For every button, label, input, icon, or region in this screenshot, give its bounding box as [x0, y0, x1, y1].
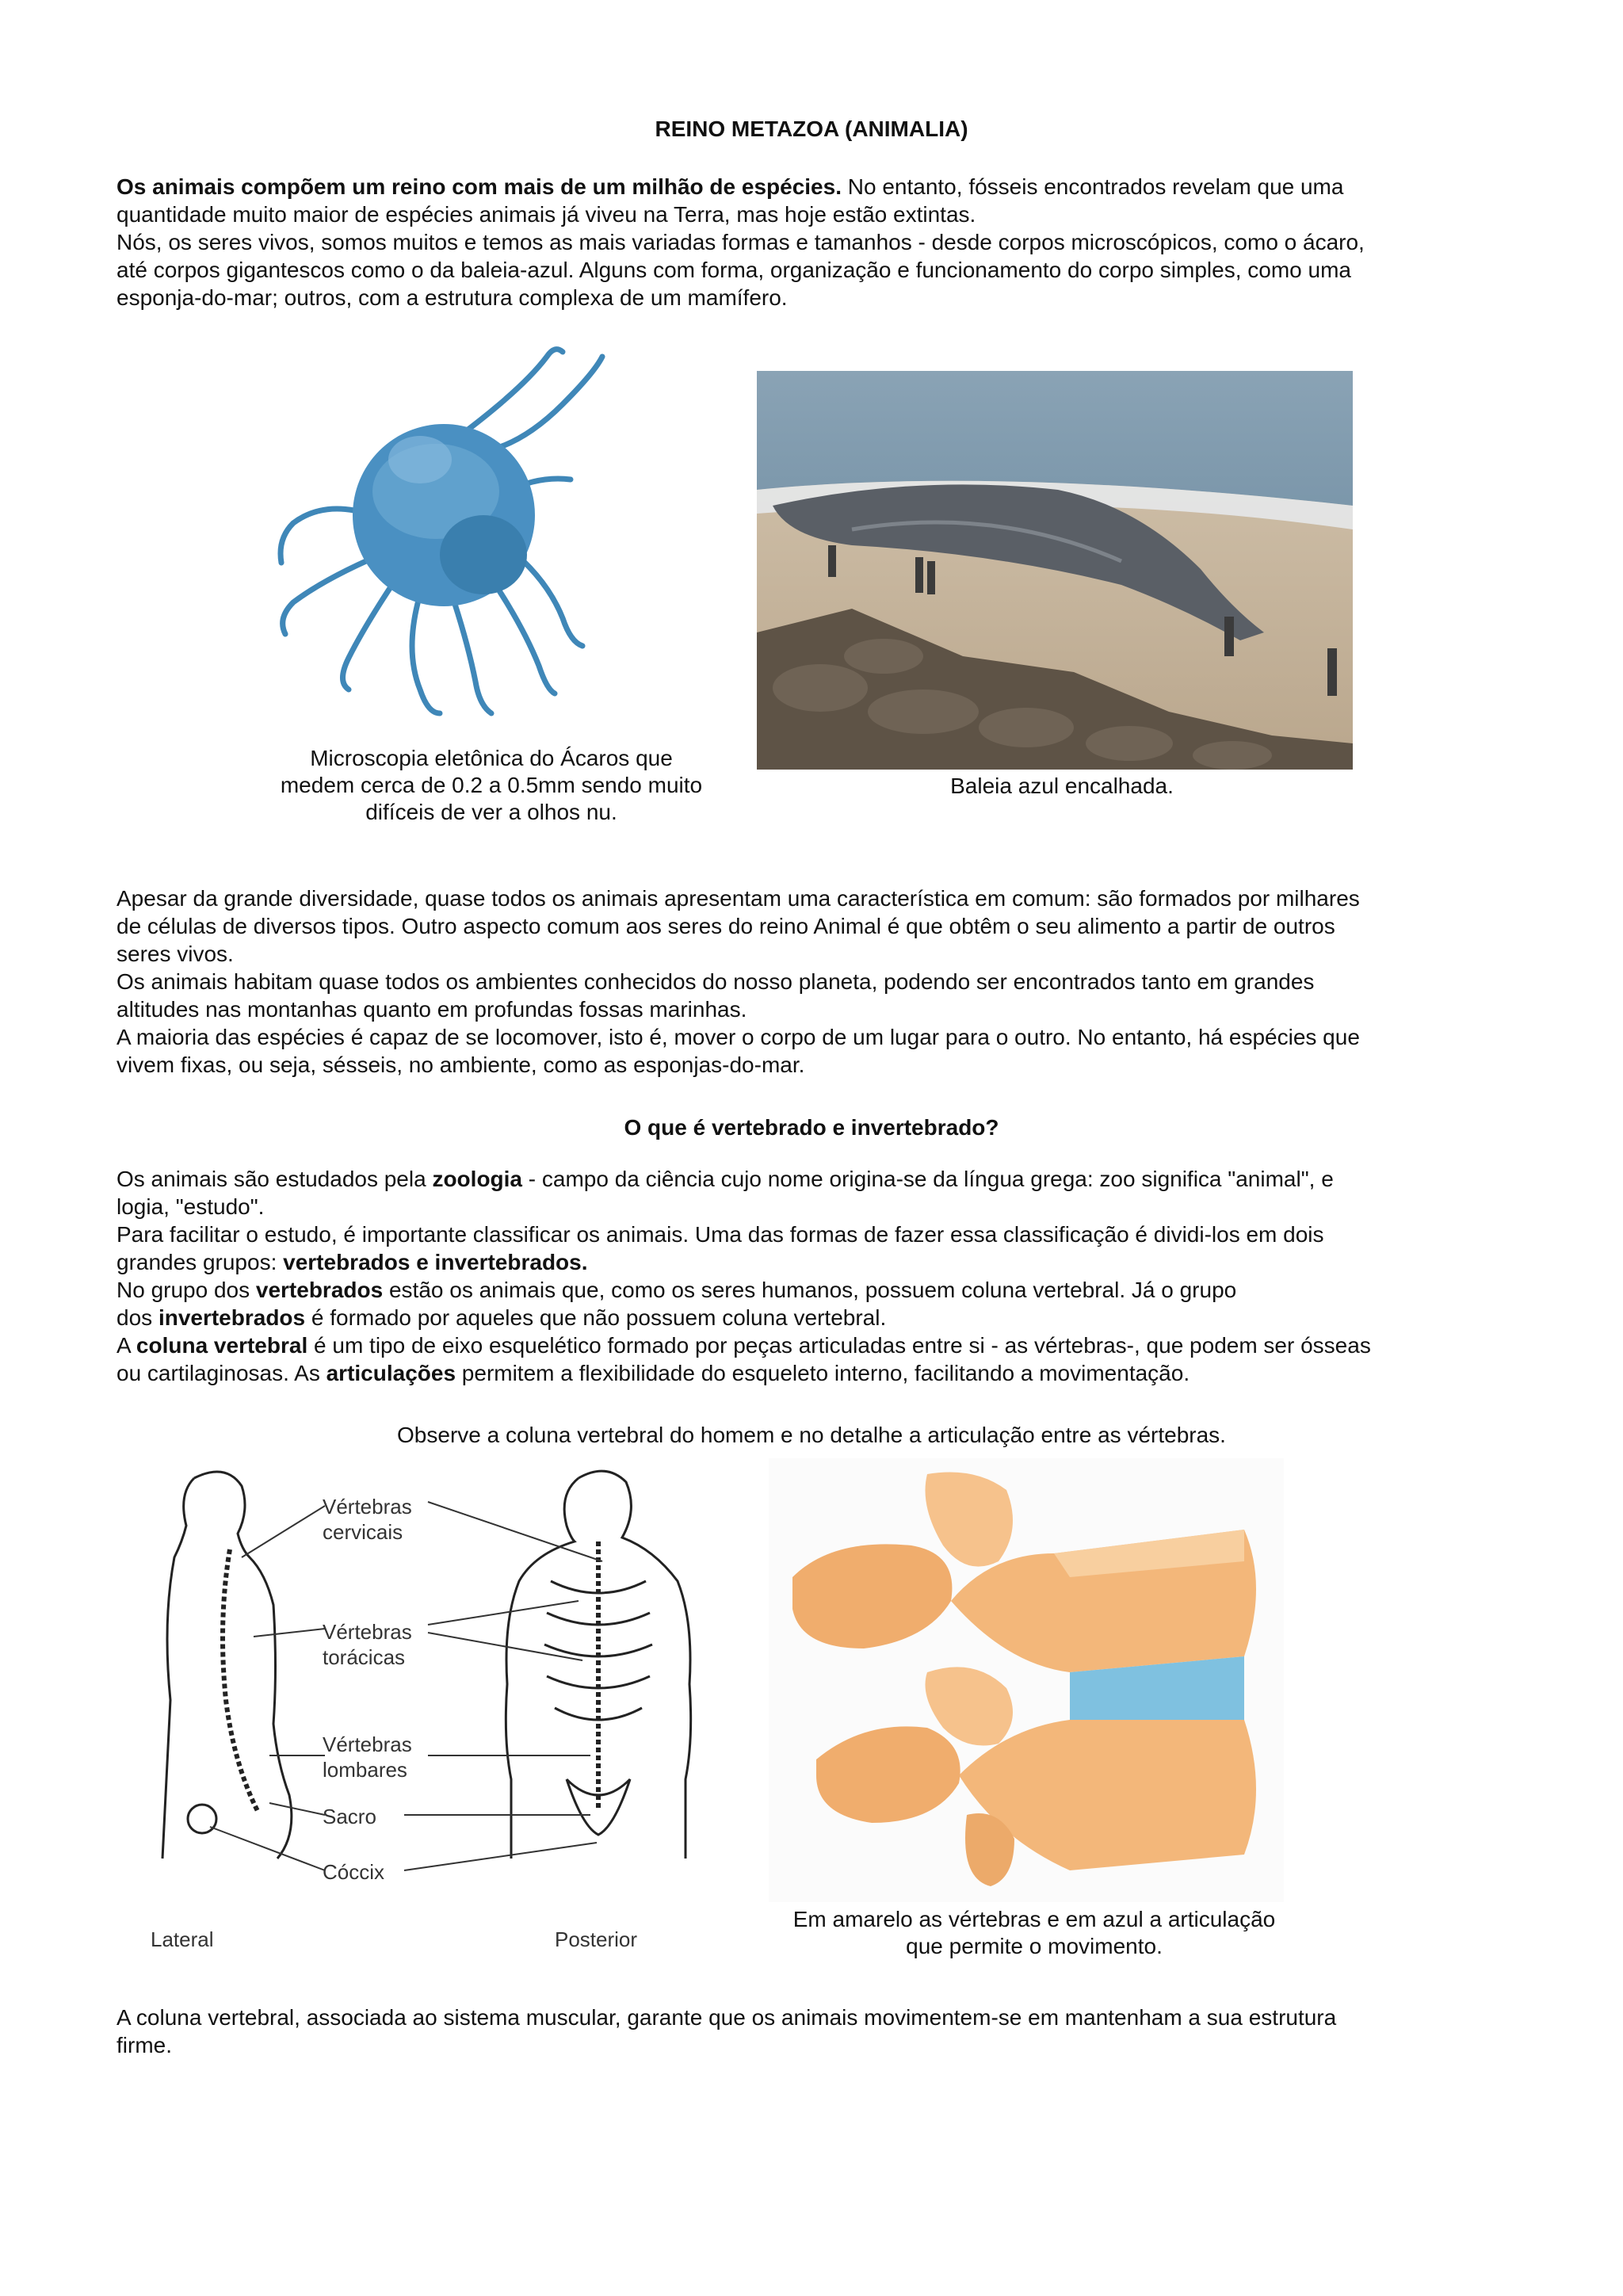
mite-image	[262, 341, 705, 737]
label-sacrum: Sacro	[323, 1805, 376, 1828]
label-cervical: Vértebras cervicais	[323, 1495, 412, 1544]
diversity-paragraph: Apesar da grande diversidade, quase todos os animais apresentam uma característica em comum: são formados por milhares de células de diversos tipos. Outro aspecto comum aos seres do reino Animal é que obtêm o seu alimento a partir de outros seres vivos. Os animais habitam quase todos os ambientes conhecidos do nosso planeta, podendo ser encontrados tanto em grandes altitudes nas montanhas quanto em profundas fossas marinhas. A maioria das espécies é capaz de se locomover, isto é, mover o corpo de um lugar para o outro. No entanto, há espécies que vivem fixas, ou seja, sésseis, no ambiente, como as esponjas-do-mar.	[116, 886, 1360, 1077]
label-posterior: Posterior	[555, 1927, 638, 1951]
label-lateral: Lateral	[151, 1927, 214, 1951]
spine-diagram	[139, 1462, 725, 1962]
label-coccyx: Cóccix	[323, 1860, 385, 1884]
intro-bold-lead: Os animais compõem um reino com mais de um milhão de espécies.	[116, 174, 842, 199]
vertebrae-caption: Em amarelo as vértebras e em azul a articulação que permite o movimento.	[792, 1907, 1276, 1958]
stranded-whale-photo	[757, 371, 1353, 770]
label-lumbar: Vértebras lombares	[323, 1733, 412, 1782]
section-subtitle: O que é vertebrado e invertebrado?	[624, 1115, 999, 1140]
whale-caption: Baleia azul encalhada.	[950, 774, 1174, 798]
mite-caption: Microscopia eletônica do Ácaros que medem cerca de 0.2 a 0.5mm sendo muito difíceis de ver a olhos nu.	[280, 746, 703, 824]
vertebrae-render	[769, 1458, 1284, 1902]
label-thoracic: Vértebras torácicas	[323, 1620, 412, 1669]
vertebrates-paragraph: Os animais são estudados pela zoologia - campo da ciência cujo nome origina-se da língua grega: zoo significa "animal", e logia, "estudo". Para facilitar o estudo, é importante classificar os animais. Uma das formas de fazer essa classificação é dividi-los em dois grandes grupos: vertebrados e invertebrados. No grupo dos vertebrados estão os animais que, como os seres humanos, possuem coluna vertebral. Já o grupo dos invertebrados é formado por aqueles que não possuem coluna vertebral. A coluna vertebral é um tipo de eixo esquelético formado por peças articuladas entre si - as vértebras-, que podem ser ósseas ou cartilaginosas. As articulações permitem a flexibilidade do esqueleto interno, facilitando a movimentação.	[116, 1167, 1371, 1385]
observe-text: Observe a coluna vertebral do homem e no detalhe a articulação entre as vértebras.	[397, 1423, 1226, 1447]
page-title: REINO METAZOA (ANIMALIA)	[655, 117, 968, 141]
intro-paragraph: Os animais compõem um reino com mais de um milhão de espécies. No entanto, fósseis encontrados revelam que uma quantidade muito maior de espécies animais já viveu na Terra, mas hoje estão extintas. Nós, os seres vivos, somos muitos e temos as mais variadas formas e tamanhos - desde corpos microscópicos, como o ácaro, até corpos gigantescos como o da baleia-azul. Alguns com forma, organização e funcionamento do corpo simples, como uma esponja-do-mar; outros, com a estrutura complexa de um mamífero.	[116, 174, 1365, 310]
closing-paragraph: A coluna vertebral, associada ao sistema muscular, garante que os animais movimentem-se em mantenham a sua estrutura firme.	[116, 2005, 1337, 2057]
